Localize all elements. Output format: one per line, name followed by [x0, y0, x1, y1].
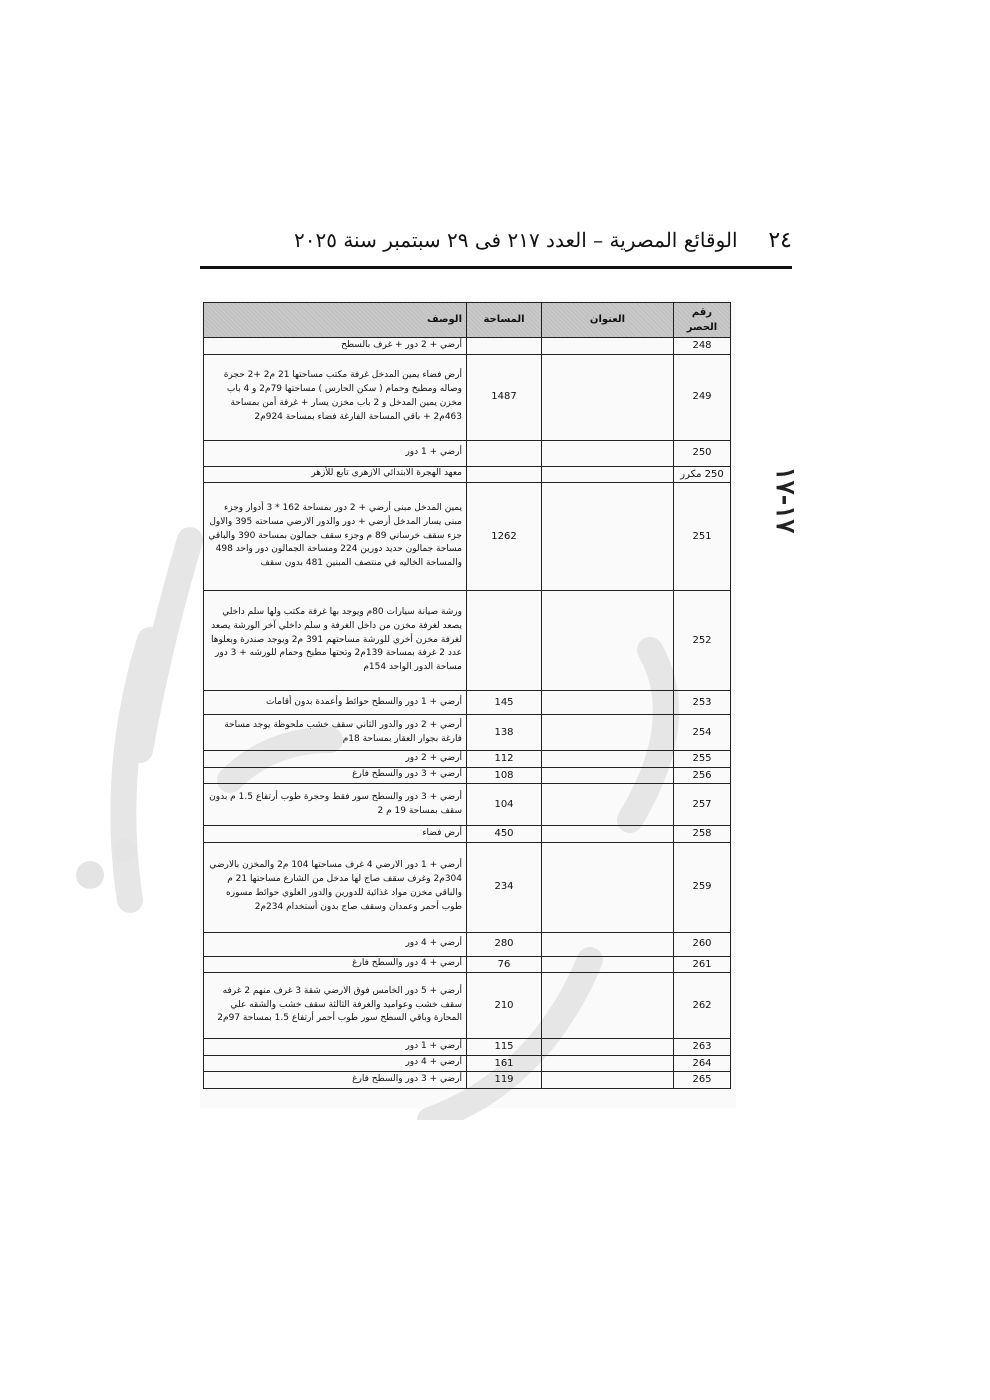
record-number-cell: 260 [674, 932, 731, 956]
area-cell: 104 [467, 784, 542, 826]
handwritten-margin-note: ١٧-١٧ [770, 466, 800, 534]
description-cell: أرضي + 1 دور الارضي 4 غرف مساحتها 104 م2 والمخزن بالارضي 304م2 وغرف سقف صاج لها مدخل من الشارع مساحتها 21 م والباقي مخزن مواد غذائية للدورين والدور العلوي حوائط مسوره طوب أحمر وعمدان وسقف صاج بدون أستخدام 234م2 [204, 842, 467, 932]
description-cell: أرضي + 3 دور والسطح فارغ [204, 767, 467, 784]
table-header-row [204, 303, 731, 338]
address-cell [542, 466, 674, 483]
record-number-cell: 261 [674, 956, 731, 973]
address-cell [542, 715, 674, 751]
description-cell: أرضي + 4 دور [204, 932, 467, 956]
address-cell [542, 973, 674, 1039]
area-cell: 161 [467, 1055, 542, 1072]
description-cell: أرضي + 4 دور [204, 1055, 467, 1072]
table-row [204, 691, 731, 715]
address-cell [542, 767, 674, 784]
address-cell [542, 338, 674, 355]
address-cell [542, 826, 674, 843]
description-cell: أرضي + 4 دور والسطح فارغ [204, 956, 467, 973]
address-cell [542, 440, 674, 466]
address-cell [542, 1072, 674, 1089]
record-number-cell: 258 [674, 826, 731, 843]
record-number-cell: 254 [674, 715, 731, 751]
address-cell [542, 1039, 674, 1056]
table-row [204, 1039, 731, 1056]
description-cell: أرضي + 3 دور والسطح سور فقط وحجرة طوب أرتفاع 1.5 م بدون سقف بمساحة 19 م 2 [204, 784, 467, 826]
description-cell: أرضي + 3 دور والسطح فارغ [204, 1072, 467, 1089]
area-cell [467, 338, 542, 355]
record-number-cell: 263 [674, 1039, 731, 1056]
record-number-cell: 253 [674, 691, 731, 715]
area-cell: 145 [467, 691, 542, 715]
table-row [204, 715, 731, 751]
table-row [204, 466, 731, 483]
table-body [204, 338, 731, 1089]
description-cell: أرض فضاء [204, 826, 467, 843]
record-number-cell: 249 [674, 354, 731, 440]
description-cell: ورشة صيانة سيارات 80م ويوجد بها غرفة مكتب ولها سلم داخلي يصعد لغرفة مخزن من داخل الغرفة و سلم داخلي آخر الورشة يصعد لغرفة مخزن أخري للورشة مساحتهم 391 م2 ويوجد صندرة وبعلوها عدد 2 غرفة بمساحة 139م2 وتحتها مطبخ وحمام للورشه + 3 دور مساحة الدور الواحد 154م [204, 591, 467, 691]
record-number-cell: 257 [674, 784, 731, 826]
area-cell: 76 [467, 956, 542, 973]
description-cell: أرضي + 2 دور والدور الثاني سقف خشب ملحوظة يوجد مساحة فارغة بجوار العقار بمساحة 18م [204, 715, 467, 751]
area-cell: 450 [467, 826, 542, 843]
page-number: ٢٤ [768, 228, 792, 253]
table-row [204, 591, 731, 691]
table-row [204, 338, 731, 355]
area-cell: 280 [467, 932, 542, 956]
area-cell [467, 440, 542, 466]
area-cell [467, 591, 542, 691]
description-cell: أرضي + 1 دور والسطح حوائط وأعمدة بدون أقامات [204, 691, 467, 715]
column-header-number: رقم الحصر [674, 303, 731, 338]
record-number-cell: 259 [674, 842, 731, 932]
table-row [204, 440, 731, 466]
address-cell [542, 1055, 674, 1072]
record-number-cell: 265 [674, 1072, 731, 1089]
gazette-title: الوقائع المصرية – العدد ٢١٧ فى ٢٩ سبتمبر سنة ٢٠٢٥ [294, 228, 738, 252]
area-cell: 210 [467, 973, 542, 1039]
area-cell: 1262 [467, 483, 542, 591]
area-cell: 138 [467, 715, 542, 751]
inventory-table [203, 302, 731, 1089]
record-number-cell: 255 [674, 751, 731, 768]
record-number-cell: 251 [674, 483, 731, 591]
address-cell [542, 691, 674, 715]
description-cell: أرضي + 2 دور + غرف بالسطح [204, 338, 467, 355]
area-cell: 108 [467, 767, 542, 784]
description-cell: معهد الهجرة الابتدائي الازهري تابع للأزهر [204, 466, 467, 483]
address-cell [542, 956, 674, 973]
description-cell: أرضي + 5 دور الخامس فوق الارضي شقة 3 غرف منهم 2 غرفه سقف خشب وعواميد والغرفة الثالثة سقف خشب والشقه علي المحارة وباقي السطح سور طوب أحمر أرتفاع 1.5 بمساحة 97م2 [204, 973, 467, 1039]
header-rule [200, 266, 792, 269]
table-row [204, 842, 731, 932]
table-row [204, 973, 731, 1039]
area-cell: 115 [467, 1039, 542, 1056]
area-cell [467, 466, 542, 483]
table-row [204, 751, 731, 768]
address-cell [542, 932, 674, 956]
description-cell: أرض فضاء يمين المدخل غرفة مكتب مساحتها 21 م2 +2 حجرة وصاله ومطبخ وحمام ( سكن الحارس ) مساحتها 79م2 و 4 باب مخزن يمين المدخل و 2 باب مخزن يسار + غرفة أمن بمساحة 463م2 + باقي المساحة الفارغة فضاء بمساحة 924م2 [204, 354, 467, 440]
address-cell [542, 784, 674, 826]
page-header [200, 228, 792, 268]
table-row [204, 932, 731, 956]
area-cell: 234 [467, 842, 542, 932]
table-row [204, 1055, 731, 1072]
record-number-cell: 250 مكرر [674, 466, 731, 483]
address-cell [542, 842, 674, 932]
address-cell [542, 751, 674, 768]
table-row [204, 767, 731, 784]
address-cell [542, 591, 674, 691]
table-row [204, 1072, 731, 1089]
record-number-cell: 248 [674, 338, 731, 355]
table-row [204, 483, 731, 591]
column-header-area: المساحة [467, 303, 542, 338]
table-row [204, 784, 731, 826]
table-row [204, 354, 731, 440]
address-cell [542, 483, 674, 591]
record-number-cell: 250 [674, 440, 731, 466]
description-cell: أرضي + 2 دور [204, 751, 467, 768]
address-cell [542, 354, 674, 440]
record-number-cell: 252 [674, 591, 731, 691]
area-cell: 119 [467, 1072, 542, 1089]
area-cell: 112 [467, 751, 542, 768]
record-number-cell: 262 [674, 973, 731, 1039]
record-number-cell: 256 [674, 767, 731, 784]
description-cell: أرضي + 1 دور [204, 440, 467, 466]
column-header-address: العنوان [542, 303, 674, 338]
column-header-description: الوصف [204, 303, 467, 338]
area-cell: 1487 [467, 354, 542, 440]
inventory-table-sheet [203, 302, 731, 1089]
record-number-cell: 264 [674, 1055, 731, 1072]
table-row [204, 826, 731, 843]
description-cell: أرضي + 1 دور [204, 1039, 467, 1056]
description-cell: يمين المدخل مبنى أرضي + 2 دور بمساحة 162 * 3 أدوار وجزء مبنى يسار المدخل أرضي + دور والدور الارضي مساحته 395 والاول جزء سقف خرساني 89 م وجزء سقف جمالون بمساحة 390 والباقي مساحة جمالون حديد دورين 224 ومساحة الجمالون دور واحد 498 والمساحة الخاليه في منتصف المبنين 481 بدون سقف [204, 483, 467, 591]
table-row [204, 956, 731, 973]
